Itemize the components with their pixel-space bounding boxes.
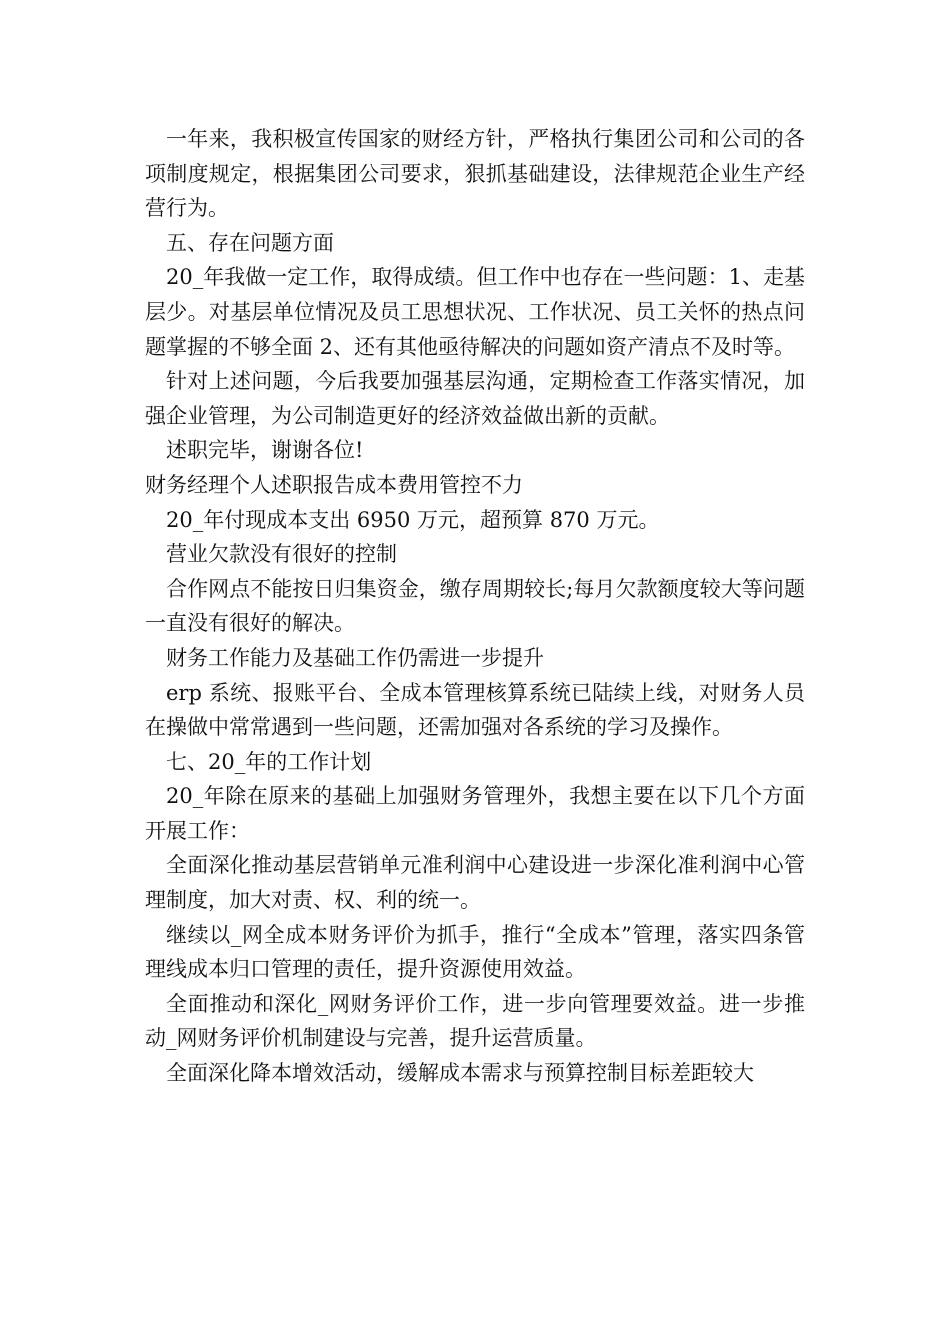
paragraph-6: 合作网点不能按日归集资金，缴存周期较长;每月欠款额度较大等问题一直没有很好的解决。 [145,576,805,636]
document-body [145,122,805,1091]
paragraph-11: 全面推动和深化_网财务评价工作，进一步向管理要效益。进一步推动_网财务评价机制建设与完善，提升运营质量。 [145,991,805,1051]
subheading-capability: 财务工作能力及基础工作仍需进一步提升 [166,645,544,670]
section-heading-plan: 七、20_年的工作计划 [166,749,372,774]
paragraph-9: 全面深化推动基层营销单元准利润中心建设进一步深化准利润中心管理制度，加大对责、权、利的统一。 [145,853,805,913]
paragraph-5: 20_年付现成本支出 6950 万元，超预算 870 万元。 [166,507,660,532]
paragraph-2: 20_年我做一定工作，取得成绩。但工作中也存在一些问题：1、走基层少。对基层单位情况及员工思想状况、工作状况、员工关怀的热点问题掌握的不够全面 2、还有其他亟待解决的问题如资产清点不及时等。 [145,265,805,359]
paragraph-4: 述职完毕，谢谢各位! [166,438,364,463]
subheading-receivables: 营业欠款没有很好的控制 [166,542,397,567]
paragraph-8: 20_年除在原来的基础上加强财务管理外，我想主要在以下几个方面开展工作： [145,784,805,843]
paragraph-7: erp 系统、报账平台、全成本管理核算系统已陆续上线，对财务人员在操做中常常遇到一些问题，还需加强对各系统的学习及操作。 [145,680,805,740]
report-title: 财务经理个人述职报告成本费用管控不力 [145,472,523,497]
paragraph-3: 针对上述问题，今后我要加强基层沟通，定期检查工作落实情况，加强企业管理，为公司制造更好的经济效益做出新的贡献。 [145,369,805,428]
section-heading-problems: 五、存在问题方面 [166,230,334,255]
paragraph-1: 一年来，我积极宣传国家的财经方针，严格执行集团公司和公司的各项制度规定，根据集团公司要求，狠抓基础建设，法律规范企业生产经营行为。 [145,127,805,221]
paragraph-10: 继续以_网全成本财务评价为抓手，推行“全成本”管理，落实四条管理线成本归口管理的责任，提升资源使用效益。 [145,922,805,982]
paragraph-12: 全面深化降本增效活动，缓解成本需求与预算控制目标差距较大 [166,1061,754,1086]
